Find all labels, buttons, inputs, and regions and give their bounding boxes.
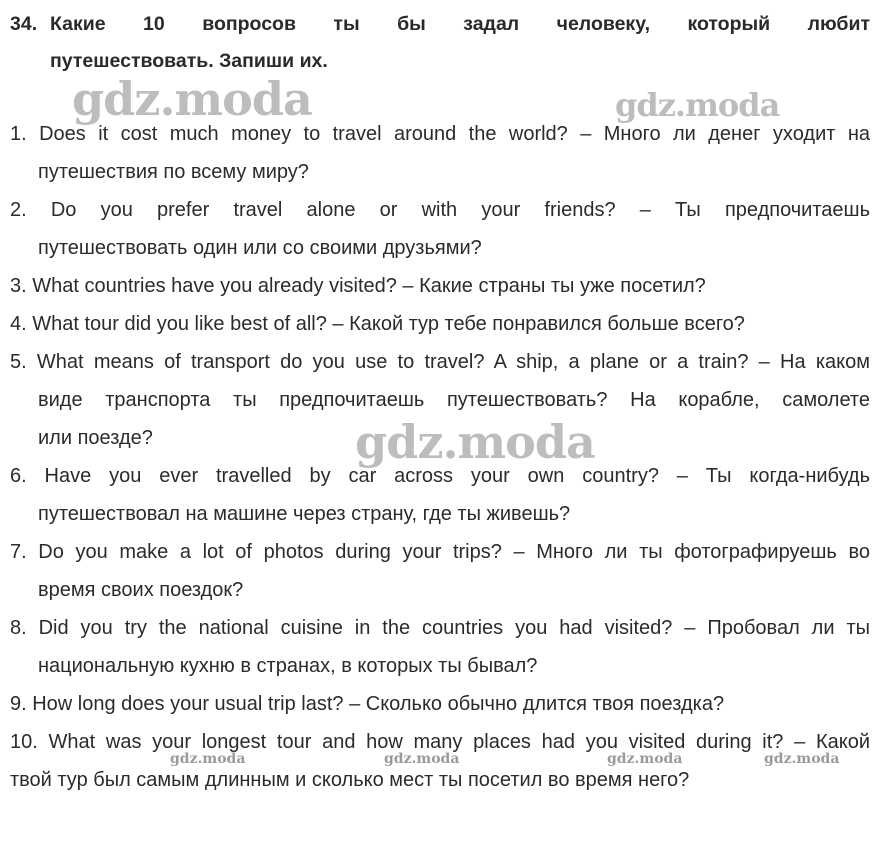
task-number: 34. <box>10 13 38 35</box>
task-text-line1: Какие 10 вопросов ты бы задал человеку, который любит <box>50 13 870 35</box>
answer-item <box>10 457 870 533</box>
answer-item <box>10 305 870 343</box>
answer-continuation: национальную кухню в странах, в которых ты бывал? <box>38 655 538 677</box>
answer-line: 1. Does it cost much money to travel around the world? – Много ли денег уходит на <box>10 123 870 145</box>
answer-line: 3. What countries have you already visited? – Какие страны ты уже посетил? <box>10 275 706 297</box>
watermark-logo: gdz.moda <box>764 751 840 767</box>
watermark-logo: gdz.moda <box>355 415 595 469</box>
answer-continuation: твой тур был самым длинным и сколько мест ты посетил во время него? <box>10 769 690 791</box>
watermark-logo: gdz.moda <box>615 86 780 124</box>
answer-continuation: время своих поездок? <box>38 579 244 601</box>
answer-continuation: или поезде? <box>38 427 153 449</box>
answer-line: 9. How long does your usual trip last? – Сколько обычно длится твоя поездка? <box>10 693 725 715</box>
answer-item <box>10 343 870 457</box>
answer-item <box>10 609 870 685</box>
answer-item <box>10 267 870 305</box>
answer-line: 8. Did you try the national cuisine in the countries you had visited? – Пробовал ли ты <box>10 617 870 639</box>
answer-continuation: путешествовал на машине через страну, где ты живешь? <box>38 503 571 525</box>
answer-line: 6. Have you ever travelled by car across your own country? – Ты когда-нибудь <box>10 465 870 487</box>
answer-item <box>10 685 870 723</box>
answer-item <box>10 191 870 267</box>
watermark-logo: gdz.moda <box>170 751 246 767</box>
answer-line: 10. What was your longest tour and how many places had you visited during it? – Какой <box>10 731 870 753</box>
answer-continuation: путешествия по всему миру? <box>38 161 309 183</box>
answer-line: 7. Do you make a lot of photos during your trips? – Много ли ты фотографируешь во <box>10 541 870 563</box>
task-heading <box>10 6 872 80</box>
answer-item <box>10 533 870 609</box>
watermark-logo: gdz.moda <box>72 72 312 126</box>
answer-item <box>10 115 870 191</box>
task-text-line2: путешествовать. Запиши их. <box>50 50 328 72</box>
answer-item <box>10 723 870 799</box>
answer-continuation: путешествовать один или со своими друзьями? <box>38 237 482 259</box>
answer-list <box>10 115 870 799</box>
answer-line: 4. What tour did you like best of all? – Какой тур тебе понравился больше всего? <box>10 313 745 335</box>
watermark-logo: gdz.moda <box>607 751 683 767</box>
watermark-logo: gdz.moda <box>384 751 460 767</box>
answer-line: 2. Do you prefer travel alone or with your friends? – Ты предпочитаешь <box>10 199 870 221</box>
answer-line: 5. What means of transport do you use to travel? A ship, a plane or a train? – На каком <box>10 351 870 373</box>
answer-continuation: виде транспорта ты предпочитаешь путешествовать? На корабле, самолете <box>38 389 870 411</box>
